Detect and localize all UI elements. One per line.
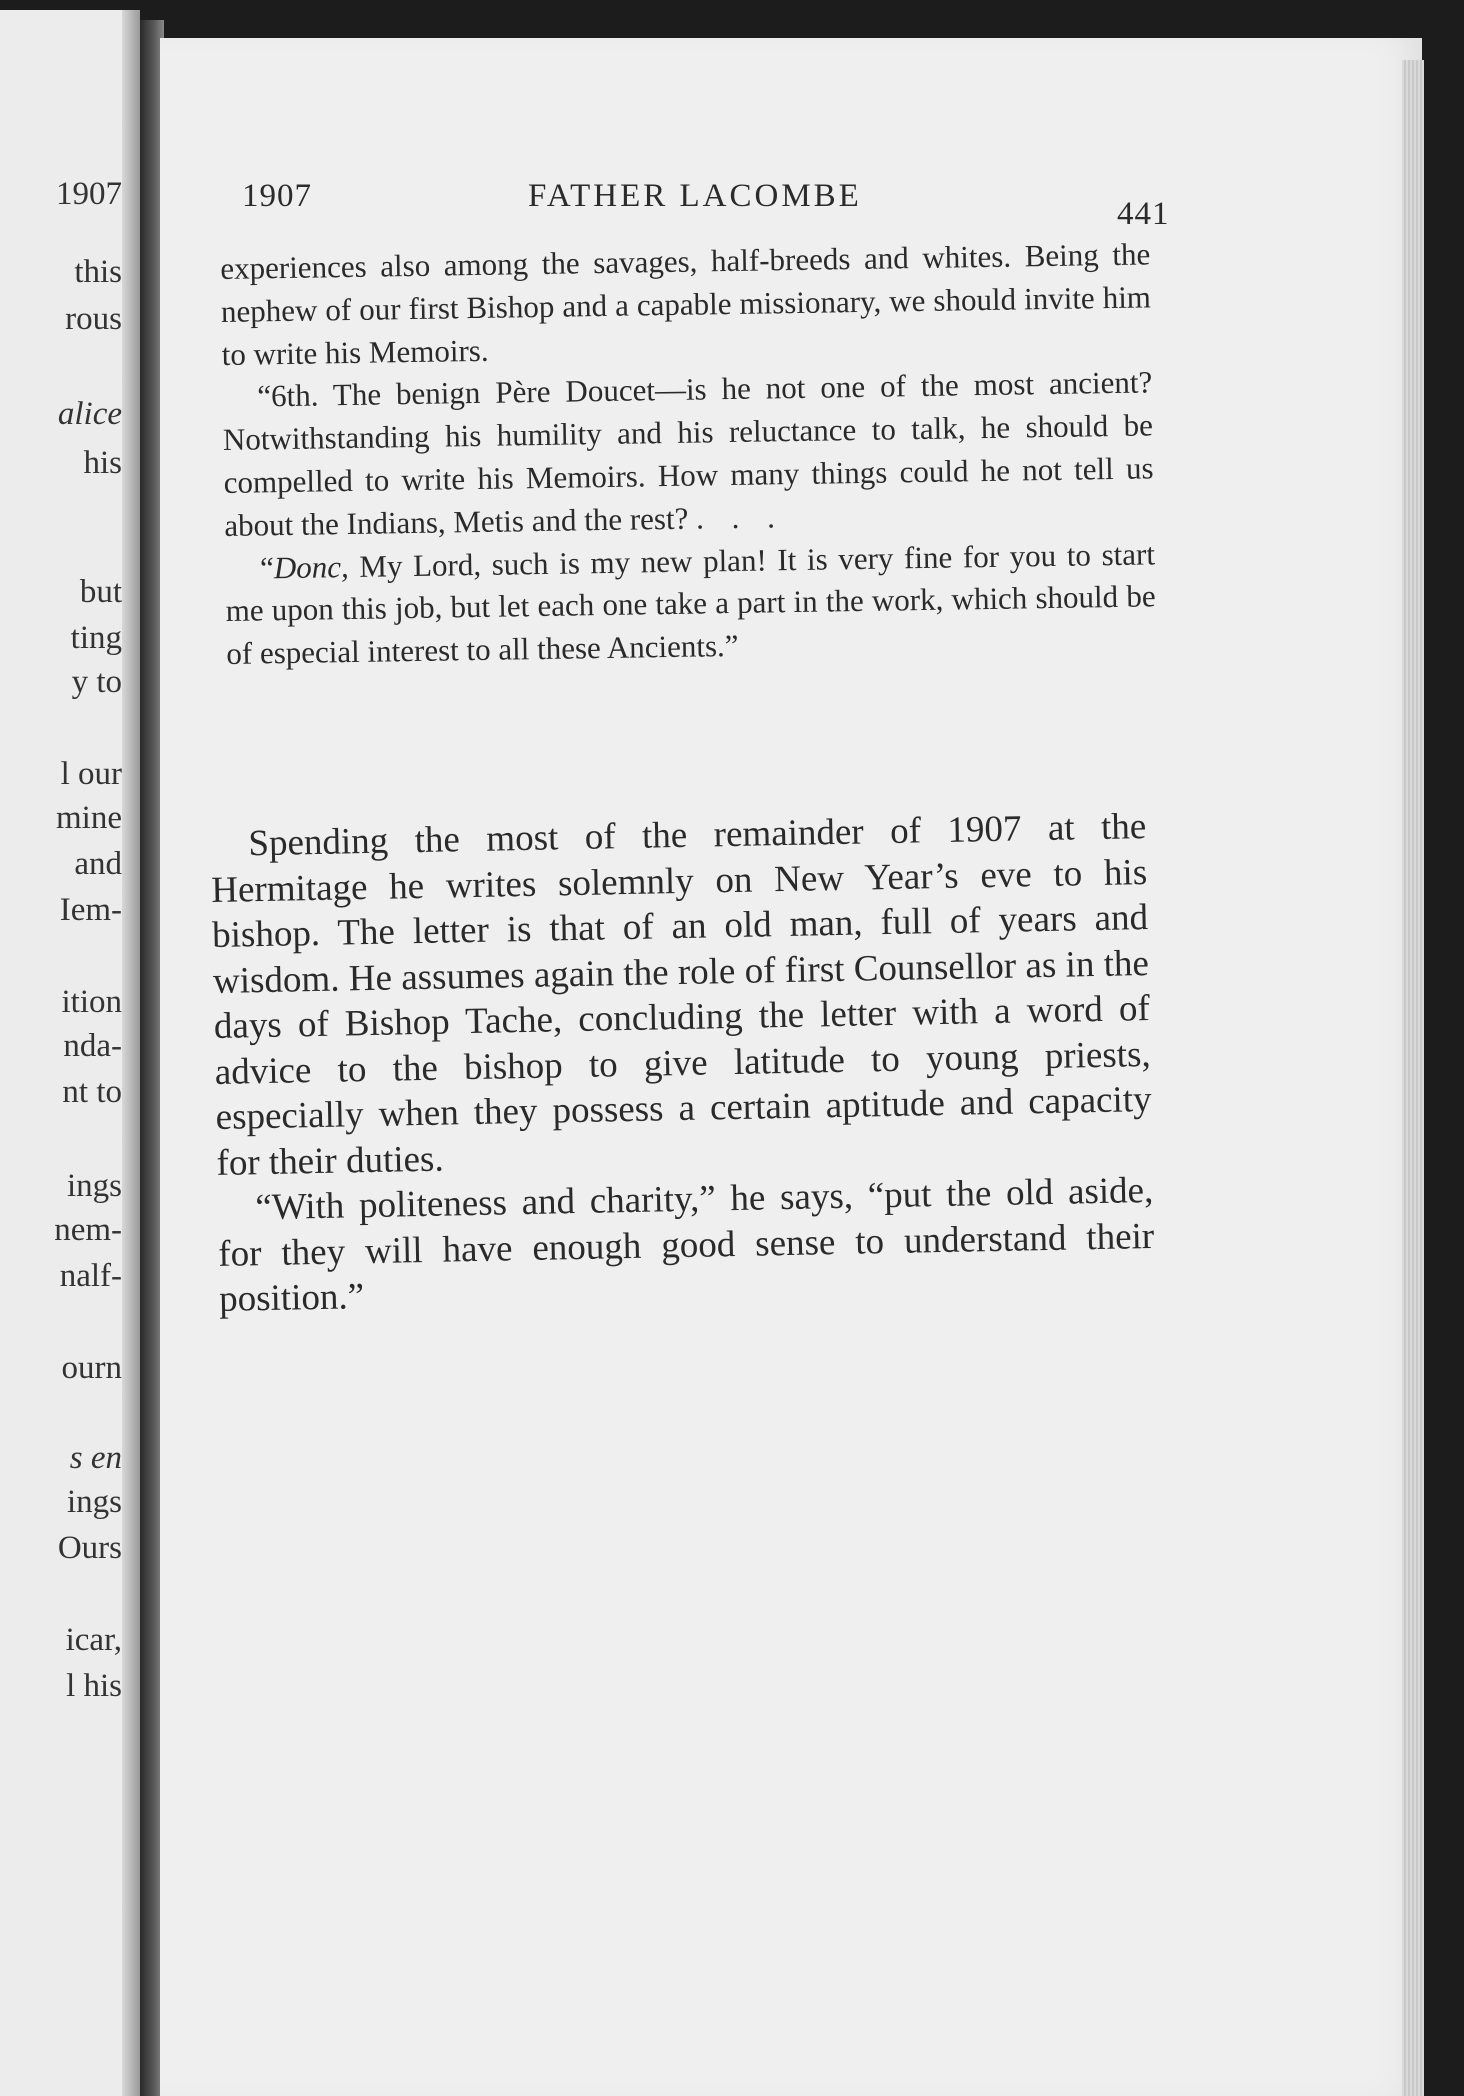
- page-number: 441: [1117, 196, 1170, 232]
- left-page-fragment: icar,: [65, 1622, 122, 1658]
- left-page-fragment: and: [74, 846, 122, 882]
- quote-paragraph-2-text: “6th. The benign Père Doucet—is he not one of the most ancient? Notwithstanding his humility and his reluctance to talk, he should be compelled to write his Memoirs. How many things could he not tell us about the Indians, Metis and the rest?: [222, 364, 1154, 543]
- left-page-fragment: Ours: [57, 1530, 122, 1566]
- left-page-fragment: ourn: [61, 1350, 122, 1386]
- italic-word: Donc,: [273, 548, 349, 585]
- quote-open-mark: “: [259, 549, 275, 585]
- left-page-gutter: [122, 10, 140, 2096]
- left-page-fragment: l our: [60, 756, 122, 792]
- ellipsis: . . .: [695, 498, 786, 536]
- left-page: [0, 10, 140, 2096]
- left-page-fragment: y to: [71, 664, 122, 700]
- left-page-fragment: nda-: [63, 1028, 122, 1064]
- quote-paragraph-2: [222, 362, 1155, 548]
- left-page-fragment: his: [83, 445, 122, 481]
- left-page-fragment: s en: [69, 1440, 122, 1476]
- page-edge: [1402, 60, 1424, 2096]
- scanner-background-right: [1424, 0, 1464, 2096]
- left-page-fragment: nalf-: [59, 1258, 122, 1294]
- quote-paragraph-3: [225, 533, 1157, 676]
- quote-paragraph-3-text: My Lord, such is my new plan! It is very fine for you to start me upon this job, but let each one take a part in the work, which should be of especial interest to all these Ancients.”: [225, 535, 1156, 672]
- body-paragraph-1: Spending the most of the remainder of 1907 at the Hermitage he writes solemnly on New Year’s eve to his bishop. The letter is that of an old man, full of years and wisdom. He assumes again the role of first Counsellor as in the days of Bishop Tache, concluding the letter with a word of advice to the bishop to give latitude to young priests, especially when they possess a certain aptitude and capacity for their duties.: [210, 806, 1152, 1184]
- left-page-fragment: mine: [56, 800, 122, 836]
- body-text: [210, 804, 1155, 1322]
- running-head-title: FATHER LACOMBE: [528, 178, 862, 214]
- left-page-fragment: ition: [61, 984, 122, 1020]
- left-page-fragment: ings: [66, 1484, 122, 1520]
- running-head-year: 1907: [242, 178, 312, 214]
- left-page-fragment: nem-: [54, 1212, 122, 1248]
- left-page-fragment: l his: [66, 1668, 122, 1704]
- quote-paragraph-1: experiences also among the savages, half-breeds and whites. Being the nephew of our first Bishop and a capable missionary, we should invite him to write his Memoirs.: [220, 236, 1152, 372]
- left-page-fragment: nt to: [62, 1074, 122, 1110]
- left-page-fragment: this: [74, 254, 122, 290]
- left-page-fragment: ings: [66, 1168, 122, 1204]
- left-page-fragment: 1907: [56, 176, 122, 212]
- left-page-fragment: rous: [65, 301, 122, 337]
- body-paragraph-2: “With politeness and charity,” he says, “put the old aside, for they will have enough good sense to understand their position.”: [217, 1169, 1155, 1320]
- left-page-fragment: alice: [57, 396, 122, 432]
- left-page-fragment: but: [79, 574, 122, 610]
- left-page-fragment: Iem-: [59, 892, 122, 928]
- quoted-letter: [220, 233, 1157, 676]
- left-page-fragment: ting: [70, 620, 122, 656]
